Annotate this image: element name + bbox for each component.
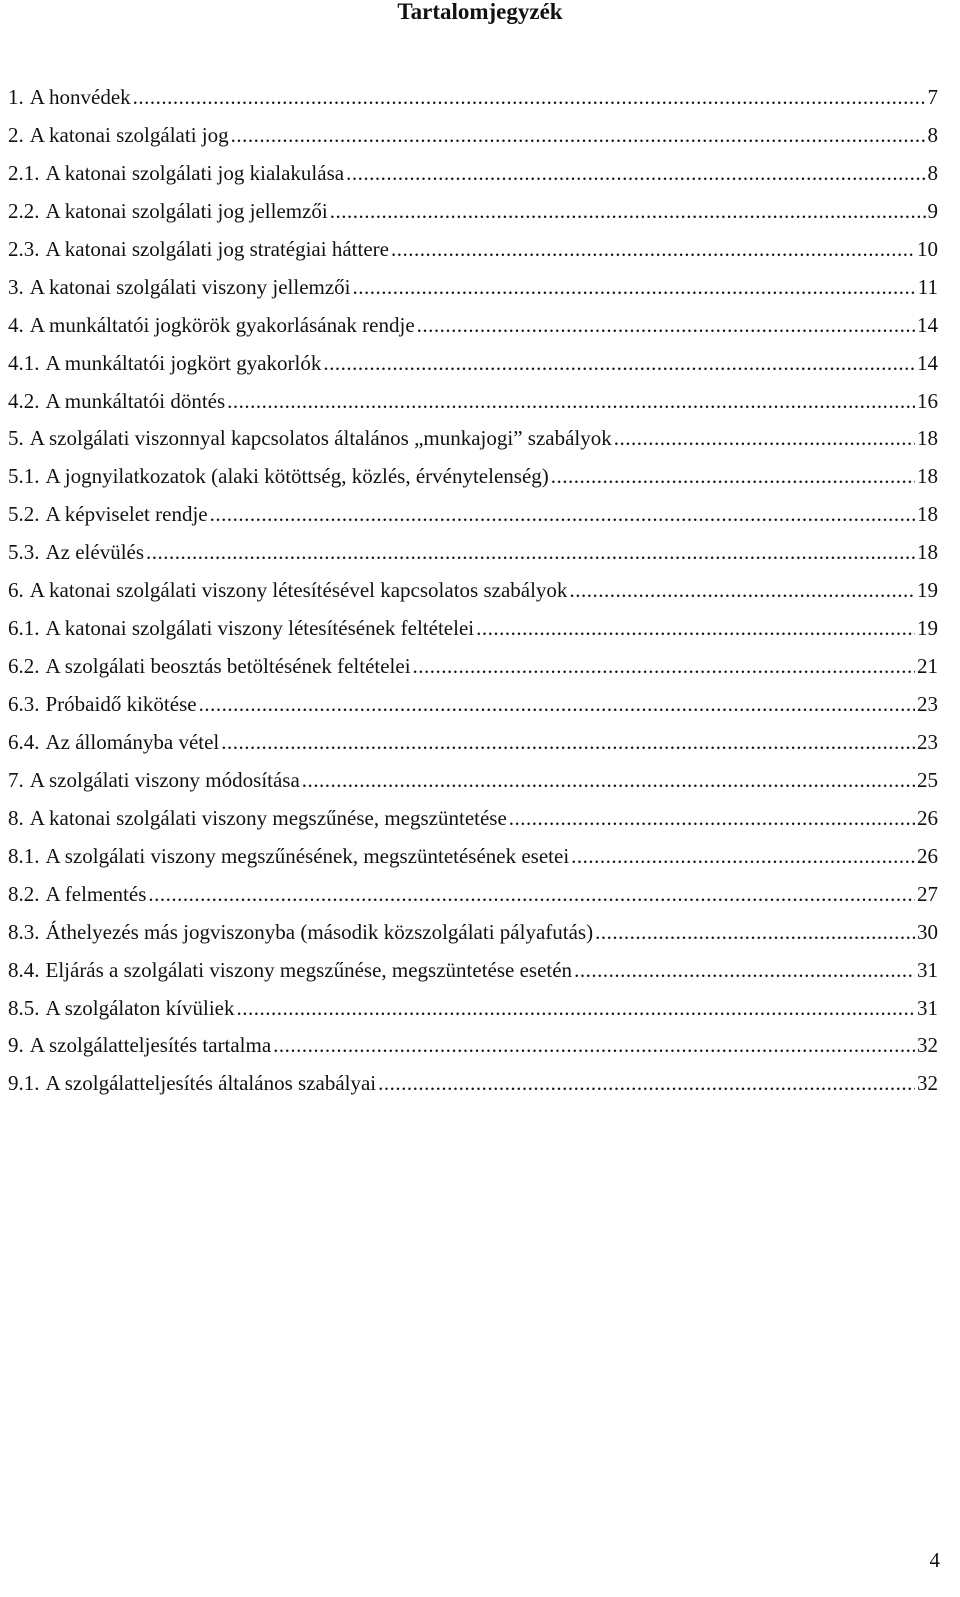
toc-entry-title [8,764,300,796]
table-of-contents [8,81,938,1105]
toc-entry-title [8,840,569,872]
toc-dot-leader [574,954,915,986]
toc-entry-title [8,157,344,189]
toc-entry-label: A honvédek [29,85,131,109]
toc-dot-leader [595,916,915,948]
toc-entry-label: Az elévülés [45,540,145,565]
toc-entry-title [8,536,144,568]
toc-entry-label: A katonai szolgálati jog stratégiai háttere [45,236,389,261]
toc-entry-label: A katonai szolgálati viszony megszűnése, megszüntetése [29,805,507,830]
toc-entry-page: 18 [917,540,938,565]
toc-entry[interactable] [8,650,938,688]
toc-entry-label: A szolgálati viszony megszűnésének, megszüntetésének esetei [45,843,570,868]
toc-dot-leader [323,347,915,379]
toc-entry-title [8,1029,271,1061]
toc-dot-leader [476,612,915,644]
toc-entry-page: 18 [917,464,938,489]
toc-dot-leader [353,271,916,303]
toc-entry-number: 8.2. [8,881,40,906]
toc-entry-page: 23 [917,692,938,716]
toc-entry[interactable] [8,536,938,574]
toc-entry-number: 5.3. [8,540,40,565]
page-number: 4 [929,1548,940,1572]
toc-dot-leader [148,878,915,910]
toc-entry-number: 1. [8,85,24,109]
toc-entry-number: 5. [8,426,24,451]
toc-entry-page: 27 [917,881,938,906]
toc-entry[interactable] [8,954,938,992]
toc-entry-title [8,422,612,454]
toc-dot-leader [236,992,915,1024]
toc-entry-label: A katonai szolgálati viszony jellemzői [29,274,351,299]
toc-entry[interactable] [8,385,938,423]
toc-entry-title [8,802,507,834]
toc-entry-number: 2.1. [8,160,40,185]
toc-entry-label: A szolgálatteljesítés általános szabályai [45,1071,377,1096]
toc-entry-label: Az állományba vétel [45,729,220,754]
toc-dot-leader [378,1067,915,1099]
toc-dot-leader [391,233,915,265]
toc-entry-page: 31 [917,995,938,1020]
toc-entry-number: 5.1. [8,464,40,489]
toc-entry-title [8,726,219,758]
toc-entry-page: 14 [917,312,938,337]
toc-entry-page: 10 [917,236,938,261]
toc-entry-number: 5.2. [8,502,40,527]
toc-dot-leader [330,195,926,227]
toc-entry-page: 32 [917,1071,938,1096]
toc-entry-label: A szolgálati viszony módosítása [29,767,300,792]
toc-entry-number: 6.4. [8,729,40,754]
toc-dot-leader [417,309,915,341]
toc-entry-page: 11 [917,274,938,299]
toc-entry-page: 19 [917,616,938,641]
toc-entry-number: 8.1. [8,843,40,868]
toc-entry[interactable] [8,840,938,878]
toc-entry-title [8,81,131,113]
toc-dot-leader [509,802,915,834]
toc-dot-leader [346,157,925,189]
toc-entry-number: 6.2. [8,654,40,679]
toc-entry-number: 6.3. [8,692,40,716]
toc-entry-number: 6.1. [8,616,40,641]
toc-dot-leader [413,650,915,682]
toc-entry[interactable] [8,195,938,233]
toc-entry-page: 30 [917,919,938,944]
toc-entry-label: A munkáltatói jogkörök gyakorlásának rendje [29,312,415,337]
toc-entry-label: A katonai szolgálati viszony létesítésével kapcsolatos szabályok [29,578,568,603]
toc-entry-label: A szolgálatteljesítés tartalma [29,1033,272,1058]
toc-entry-page: 7 [927,85,938,109]
toc-entry-page: 26 [917,805,938,830]
toc-entry-number: 7. [8,767,24,792]
toc-entry-title [8,460,549,492]
toc-dot-leader [221,726,915,758]
toc-entry-title [8,916,593,948]
toc-entry-label: A munkáltatói jogkört gyakorlók [45,350,322,375]
toc-entry[interactable] [8,157,938,195]
toc-entry-page: 26 [917,843,938,868]
toc-entry[interactable] [8,802,938,840]
toc-entry-page: 18 [917,426,938,451]
toc-entry-page: 9 [927,198,938,223]
toc-entry-page: 21 [917,654,938,679]
toc-entry-number: 6. [8,578,24,603]
toc-entry-page: 31 [917,957,938,982]
toc-entry[interactable] [8,764,938,802]
toc-entry-number: 2. [8,122,24,147]
toc-dot-leader [199,688,915,720]
toc-dot-leader [569,574,915,606]
toc-entry[interactable] [8,119,938,157]
toc-entry-label: A szolgálati viszonnyal kapcsolatos általános „munkajogi” szabályok [29,426,612,451]
toc-entry[interactable] [8,726,938,764]
toc-entry-page: 25 [917,767,938,792]
page-title: Tartalomjegyzék [397,0,563,24]
toc-entry-title [8,954,572,986]
toc-entry-number: 8.4. [8,957,40,982]
toc-entry-number: 9. [8,1033,24,1058]
toc-entry-title [8,650,411,682]
toc-entry-label: Eljárás a szolgálati viszony megszűnése, megszüntetése esetén [45,957,573,982]
toc-entry-title [8,119,229,151]
toc-entry-title [8,233,389,265]
toc-entry[interactable] [8,1067,938,1105]
toc-entry-page: 14 [917,350,938,375]
toc-dot-leader [614,422,915,454]
toc-entry[interactable] [8,233,938,271]
toc-entry[interactable] [8,81,938,119]
toc-entry-page: 23 [917,729,938,754]
toc-entry-number: 3. [8,274,24,299]
toc-entry-number: 2.2. [8,198,40,223]
toc-dot-leader [231,119,926,151]
toc-entry-label: A szolgálaton kívüliek [45,995,235,1020]
toc-entry-title [8,574,567,606]
toc-entry-number: 8.5. [8,995,40,1020]
toc-dot-leader [302,764,915,796]
toc-entry[interactable] [8,612,938,650]
toc-dot-leader [571,840,915,872]
toc-entry-title [8,309,415,341]
toc-entry-page: 19 [917,578,938,603]
toc-entry[interactable] [8,992,938,1030]
toc-entry-number: 4. [8,312,24,337]
toc-entry-title [8,385,225,417]
toc-entry-label: A felmentés [45,881,147,906]
toc-entry[interactable] [8,498,938,536]
toc-dot-leader [210,498,915,530]
toc-entry-label: A katonai szolgálati jog kialakulása [45,160,345,185]
toc-entry[interactable] [8,574,938,612]
toc-entry[interactable] [8,1029,938,1067]
toc-entry-page: 18 [917,502,938,527]
toc-dot-leader [146,536,915,568]
toc-entry-number: 8.3. [8,919,40,944]
toc-entry-label: A munkáltatói döntés [45,388,226,413]
toc-entry-number: 4.1. [8,350,40,375]
toc-entry-page: 16 [917,388,938,413]
toc-entry-title [8,271,351,303]
toc-dot-leader [227,385,915,417]
toc-entry-title [8,612,474,644]
toc-entry-label: A képviselet rendje [45,502,208,527]
toc-entry[interactable] [8,688,938,726]
toc-entry-title [8,498,208,530]
toc-entry-title [8,878,146,910]
toc-entry-page: 32 [917,1033,938,1058]
toc-entry[interactable] [8,916,938,954]
toc-entry-label: Áthelyezés más jogviszonyba (második közszolgálati pályafutás) [45,919,594,944]
toc-entry-title [8,347,321,379]
toc-entry[interactable] [8,422,938,460]
toc-dot-leader [551,460,915,492]
toc-entry-page: 8 [927,122,938,147]
toc-entry[interactable] [8,347,938,385]
toc-entry-number: 8. [8,805,24,830]
toc-entry-title [8,195,328,227]
toc-entry-number: 4.2. [8,388,40,413]
toc-entry[interactable] [8,309,938,347]
toc-entry-label: A jognyilatkozatok (alaki kötöttség, közlés, érvénytelenség) [45,464,549,489]
toc-entry-title [8,1067,376,1099]
toc-entry-label: A katonai szolgálati jog jellemzői [45,198,328,223]
toc-dot-leader [133,81,926,113]
toc-entry[interactable] [8,878,938,916]
toc-entry-label: A katonai szolgálati jog [29,122,229,147]
toc-entry-page: 8 [927,160,938,185]
toc-entry[interactable] [8,460,938,498]
toc-entry[interactable] [8,271,938,309]
toc-entry-label: Próbaidő kikötése [45,692,197,716]
toc-entry-number: 2.3. [8,236,40,261]
toc-dot-leader [273,1029,915,1061]
toc-entry-label: A szolgálati beosztás betöltésének feltételei [45,654,411,679]
toc-entry-title [8,688,197,720]
toc-entry-title [8,992,234,1024]
toc-entry-label: A katonai szolgálati viszony létesítésének feltételei [45,616,475,641]
toc-entry-number: 9.1. [8,1071,40,1096]
